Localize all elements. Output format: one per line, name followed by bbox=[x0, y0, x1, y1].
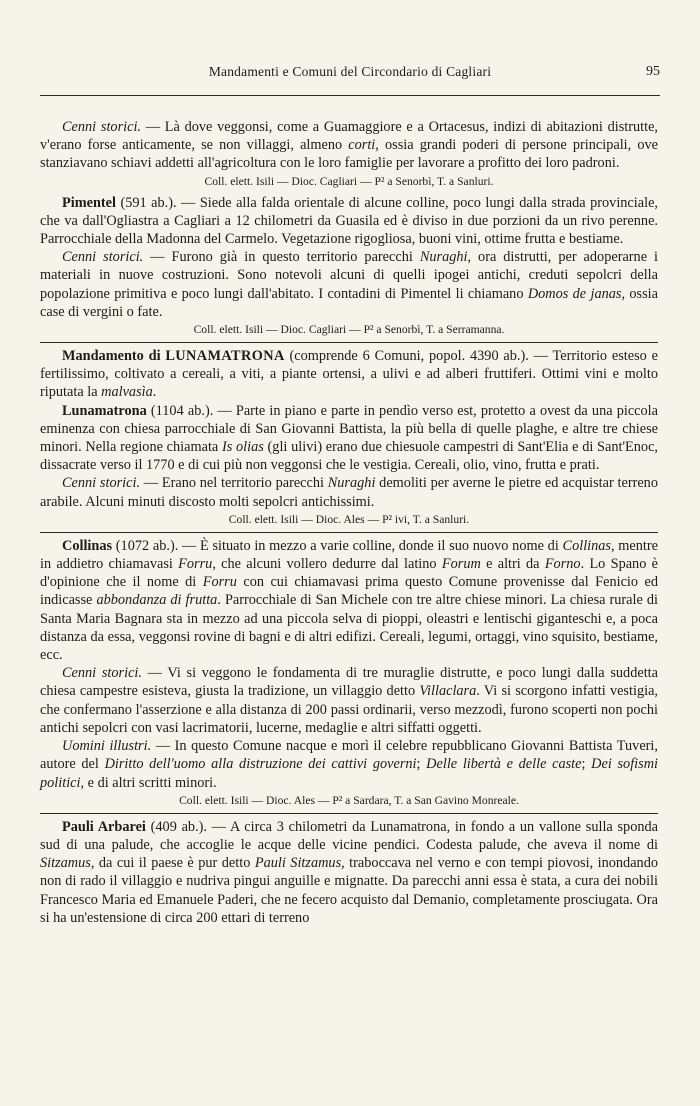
italic-term: corti bbox=[348, 137, 376, 154]
cenni-storici-label: Cenni storici. bbox=[62, 665, 142, 682]
paragraph-text: . Vi si scorgono infatti vestigia, che confermano l'asserzione e alla distanza di 200 passi ordinarii, verso mezzodì, furono scoperti non pochi antichi sepolcri con vasi lacrimatorii, lucerne, medaglie e altri siffatti oggetti. bbox=[40, 683, 658, 736]
electoral-reference: Coll. elett. Isili — Dioc. Ales — P² ivi, T. a Sanluri. bbox=[228, 512, 470, 526]
paragraph-text: e altri da bbox=[480, 556, 545, 573]
italic-term: Is olias bbox=[221, 439, 264, 456]
paragraph-text: , e di altri scritti minori. bbox=[80, 774, 217, 791]
italic-term: Sitzamus bbox=[40, 855, 91, 872]
paragraph-text: , mentre in addietro chiamavasi bbox=[40, 537, 658, 573]
commune-name: Lunamatrona bbox=[62, 402, 147, 419]
paragraph-text: demoliti per averne le pietre ed acquistar terreno arabile. Alcuni minuti discosto molti sepolcri antichissimi. bbox=[40, 475, 658, 510]
section-rule bbox=[40, 532, 658, 533]
cenni-storici-paragraph bbox=[40, 474, 658, 510]
paragraph-text: — Erano nel territorio parecchi bbox=[140, 475, 328, 492]
italic-term: Collinas bbox=[562, 537, 611, 554]
electoral-reference: Coll. elett. Isili — Dioc. Cagliari — P² a Senorbì, T. a Sanluri. bbox=[204, 174, 494, 188]
paragraph-text: — Siede alla falda orientale di alcune colline, poco lungi dalla strada provinciale, che va dall'Ogliastra a Cagliari a 12 chilometri da Guasila ed è diviso in due porzioni da un rivo perenne. Parrocchiale della Madonna del Carmelo. Vegetazione rigogliosa, buoni vini, ottime frutta e bestiame. bbox=[40, 194, 658, 248]
paragraph-text: — Là dove veggonsi, come a Guamaggiore e a Ortacesus, indizi di abitazioni distrutte, v'erano forse anticamente, se non villaggi, almeno bbox=[40, 119, 658, 154]
paragraph-text: . Lo Spano è d'opinione che il nome di bbox=[40, 556, 658, 591]
section-rule bbox=[40, 342, 658, 343]
commune-name: Collinas bbox=[62, 537, 113, 554]
italic-term: Forum bbox=[441, 556, 481, 573]
paragraph-text: (gli ulivi) erano due chiesuole campestri di Sant'Elia e di Sant'Enoc, dissacrate verso il 1770 e di cui più non veggonsi che le vestigia. Cereali, olio, vino, frutta e prati. bbox=[40, 439, 658, 474]
paragraph-text: — Vi si veggono le fondamenta di tre muraglie distrutte, e poco lungi dalla suddetta chiesa campestre esisteva, giusta la tradizione, un villaggio detto bbox=[40, 665, 658, 700]
commune-name: Pimentel bbox=[62, 194, 116, 211]
population: (1104 ab.). bbox=[146, 402, 214, 419]
italic-term: Domos de janas bbox=[527, 285, 622, 302]
population: (1072 ab.). bbox=[112, 537, 179, 554]
italic-term: Villaclara bbox=[419, 683, 477, 700]
italic-title: Delle libertà e delle caste bbox=[426, 756, 582, 773]
italic-term: Nuraghi bbox=[419, 249, 468, 266]
paragraph-text: — Furono già in questo territorio parecchi bbox=[143, 249, 420, 266]
paragraph-text: , ora distrutti, per adoperarne i materiali in nuove costruzioni. Sono notevoli alcuni di quelli ipogei antichi, creduti sepolcri della popolazione primitiva e poco lungi dall'abitato. I contadini di Pimentel li chiamano bbox=[40, 249, 659, 302]
uomini-illustri-paragraph bbox=[40, 737, 658, 792]
paragraph-text: con cui chiamavasi prima questo Comune provenisse dal Fenicio ed indicasse bbox=[40, 574, 658, 609]
paragraph-text: (comprende 6 Comuni, popol. 4390 ab.). — Territorio esteso e fertilissimo, coltivato a cereali, a viti, a piante ortensi, a ulivi e ad alberi fruttiferi. Ottimi vini e molto riputata la bbox=[40, 348, 658, 401]
commune-entry-collinas bbox=[40, 537, 658, 664]
paragraph-text: , ossia case di vergini o fate. bbox=[40, 285, 658, 320]
population: (409 ab.). bbox=[145, 818, 207, 835]
italic-title: Dei sofismi politici bbox=[40, 756, 658, 791]
cenni-storici-paragraph bbox=[40, 248, 658, 321]
section-rule bbox=[40, 813, 658, 814]
italic-term: Nuraghi bbox=[327, 475, 376, 492]
paragraph-text: — A circa 3 chilometri da Lunamatrona, in fondo a un vallone sulla sponda sud di una palude, che accoglie le acque delle vicine pendici. Codesta palude, che aveva il nome di bbox=[40, 818, 659, 853]
paragraph-text: . Parrocchiale di San Michele con tre altre chiese minori. La chiesa rurale di Santa Maria Bagnara sta in mezzo ad una piccola selva di pioppi, oleastri e lentischi giganteschi e, a poca distanza da essa, veggonsi rovine di bagni e di altri edifizi. Cereali, legumi, ortaggi, vino squisito, bestiame, ecc. bbox=[40, 592, 659, 664]
page-body bbox=[40, 118, 658, 927]
paragraph-text: , traboccava nel verno e con tempi piovosi, inondando non di rado il villaggio e nudriva pingui anguille e mignatte. Da parecchi anni essa è stata, a cura dei nobili Francesco Maria ed Emanuele Paderi, che ne fecero acquisto dal Demanio, completamente prosciugata. Ora si ha un'estensione di circa 200 ettari di terreno bbox=[40, 855, 658, 926]
header-rule bbox=[40, 95, 660, 96]
italic-term: abbondanza di frutta bbox=[96, 592, 218, 609]
paragraph-text: — Parte in piano e parte in pendìo verso est, protetto a ovest da una piccola eminenza con chiesa parrocchiale di San Giovanni Battista, la più bella di quelle plaghe, e altre tre chiese minori. Nella regione chiamata bbox=[40, 402, 658, 456]
running-head bbox=[40, 64, 660, 86]
italic-term: Pauli Sitzamus bbox=[254, 855, 342, 872]
paragraph-text: , che alcuni vollero dedurre dal latino bbox=[212, 556, 442, 573]
paragraph-text: , ossia grandi poderi di persone principali, ove stanziavano schiavi addetti all'agricoltura con le loro famiglie per lavorare a profitto dei loro padroni. bbox=[40, 137, 658, 172]
italic-term: Forru bbox=[202, 574, 237, 591]
commune-entry-lunamatrona bbox=[40, 402, 658, 475]
mandamento-name: LUNAMATRONA bbox=[165, 348, 285, 365]
paragraph-text: . bbox=[152, 384, 157, 401]
mandamento-heading-paragraph bbox=[40, 347, 658, 402]
paragraph-text: — In questo Comune nacque e morì il celebre repubblicano Giovanni Battista Tuveri, autore del bbox=[40, 738, 658, 773]
paragraph-text: , da cui il paese è pur detto bbox=[90, 855, 255, 872]
cenni-storici-paragraph bbox=[40, 664, 658, 737]
cenni-storici-label: Cenni storici. bbox=[62, 475, 141, 492]
paragraph-text: ; bbox=[581, 756, 592, 773]
italic-term: Forno bbox=[544, 556, 581, 573]
electoral-reference: Coll. elett. Isili — Dioc. Ales — P² a Sardara, T. a San Gavino Monreale. bbox=[179, 793, 519, 807]
commune-name: Pauli Arbarei bbox=[62, 818, 146, 835]
paragraph-text: — È situato in mezzo a varie colline, donde il suo nuovo nome di bbox=[178, 537, 563, 554]
italic-term: Forru bbox=[178, 556, 213, 573]
italic-title: Diritto dell'uomo alla distruzione dei cattivi governi bbox=[104, 756, 417, 773]
cenni-storici-paragraph bbox=[40, 118, 658, 173]
population: (591 ab.). bbox=[116, 194, 177, 211]
mandamento-prefix: Mandamento di bbox=[62, 348, 166, 365]
cenni-storici-label: Cenni storici. bbox=[62, 119, 142, 135]
paragraph-text: ; bbox=[416, 756, 427, 773]
italic-term: malvasìa bbox=[101, 384, 153, 401]
running-title: Mandamenti e Comuni del Circondario di Cagliari bbox=[208, 64, 492, 79]
electoral-reference: Coll. elett. Isili — Dioc. Cagliari — P² a Senorbì, T. a Serramanna. bbox=[193, 323, 505, 337]
page-number: 95 bbox=[646, 64, 660, 79]
cenni-storici-label: Cenni storici. bbox=[62, 249, 144, 266]
uomini-illustri-label: Uomini illustri. bbox=[62, 738, 152, 755]
commune-entry-pauli-arbarei bbox=[40, 818, 658, 927]
commune-entry-pimentel bbox=[40, 194, 658, 249]
